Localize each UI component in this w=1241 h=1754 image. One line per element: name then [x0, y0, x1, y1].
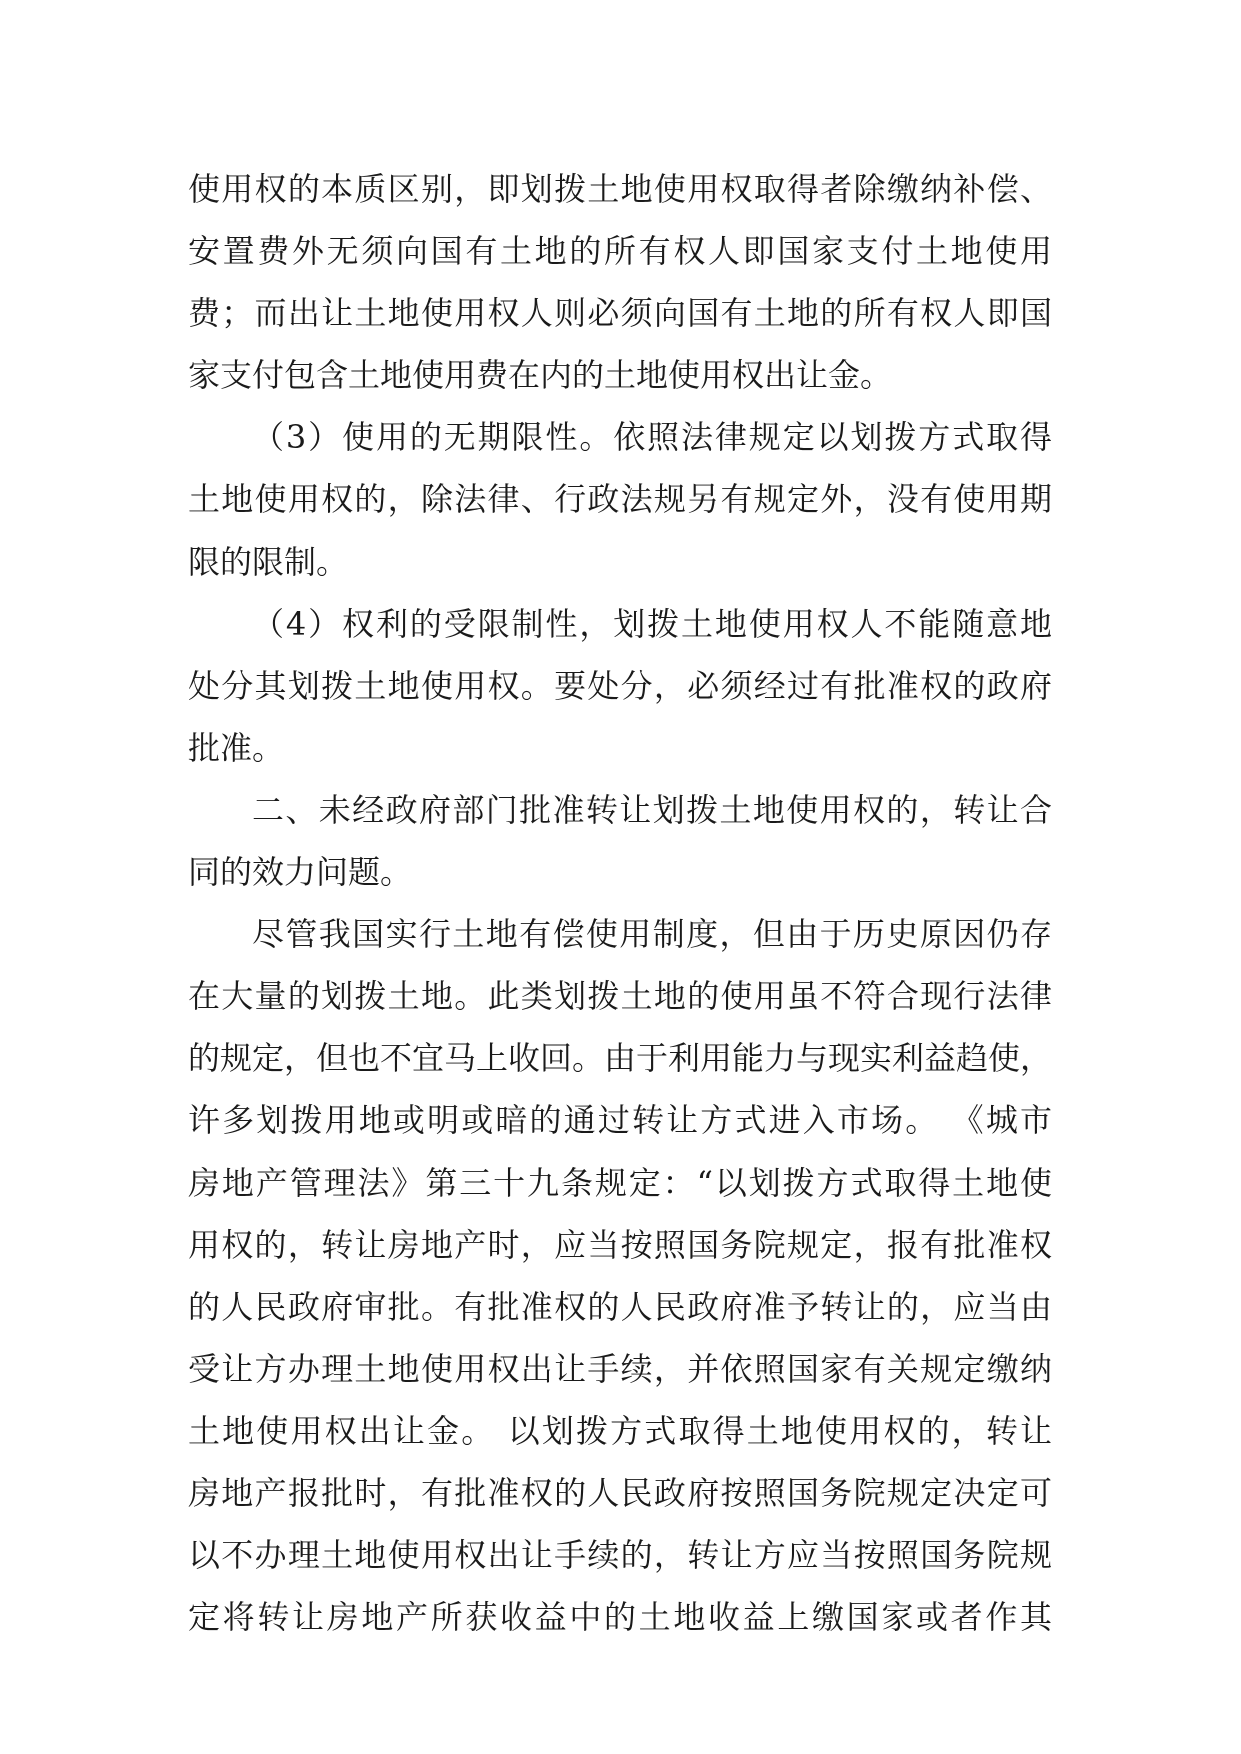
- text-line: 房地产管理法》第三十九条规定：“以划拨方式取得土地使: [188, 1163, 1052, 1202]
- text-line: （4）权利的受限制性，划拨土地使用权人不能随意地: [252, 604, 1052, 643]
- text-line: 费；而出让土地使用权人则必须向国有土地的所有权人即国: [188, 294, 1052, 333]
- text-line: 尽管我国实行土地有偿使用制度，但由于历史原因仍存: [252, 915, 1052, 954]
- text-line: （3）使用的无期限性。依照法律规定以划拨方式取得: [252, 418, 1052, 457]
- text-line: 二、未经政府部门批准转让划拨土地使用权的，转让合: [252, 790, 1052, 829]
- text-line: 以不办理土地使用权出让手续的，转让方应当按照国务院规: [188, 1536, 1052, 1575]
- text-line: 使用权的本质区别，即划拨土地使用权取得者除缴纳补偿、: [188, 170, 1052, 208]
- text-line: 处分其划拨土地使用权。要处分，必须经过有批准权的政府: [188, 666, 1052, 705]
- text-line: 土地使用权出让金。 以划拨方式取得土地使用权的，转让: [188, 1411, 1052, 1450]
- text-line: 土地使用权的，除法律、行政法规另有规定外，没有使用期: [188, 480, 1052, 519]
- text-line: 批准。: [188, 728, 285, 767]
- body-text: [188, 158, 1052, 1648]
- text-line: 的规定，但也不宜马上收回。由于利用能力与现实利益趋使，: [188, 1039, 1053, 1078]
- text-line: 定将转让房地产所获收益中的土地收益上缴国家或者作其: [188, 1598, 1052, 1637]
- text-line: 房地产报批时，有批准权的人民政府按照国务院规定决定可: [188, 1473, 1052, 1512]
- text-line: 在大量的划拨土地。此类划拨土地的使用虽不符合现行法律: [188, 977, 1052, 1016]
- text-line: 的人民政府审批。有批准权的人民政府准予转让的，应当由: [188, 1287, 1052, 1326]
- text-line: 同的效力问题。: [188, 853, 413, 892]
- text-line: 家支付包含土地使用费在内的土地使用权出让金。: [188, 356, 893, 395]
- text-line: 限的限制。: [188, 542, 349, 581]
- text-line: 用权的，转让房地产时，应当按照国务院规定，报有批准权: [188, 1225, 1052, 1264]
- text-line: 安置费外无须向国有土地的所有权人即国家支付土地使用: [188, 232, 1052, 271]
- text-line: 受让方办理土地使用权出让手续，并依照国家有关规定缴纳: [188, 1349, 1052, 1388]
- text-line: 许多划拨用地或明或暗的通过转让方式进入市场。 《城市: [188, 1101, 1052, 1140]
